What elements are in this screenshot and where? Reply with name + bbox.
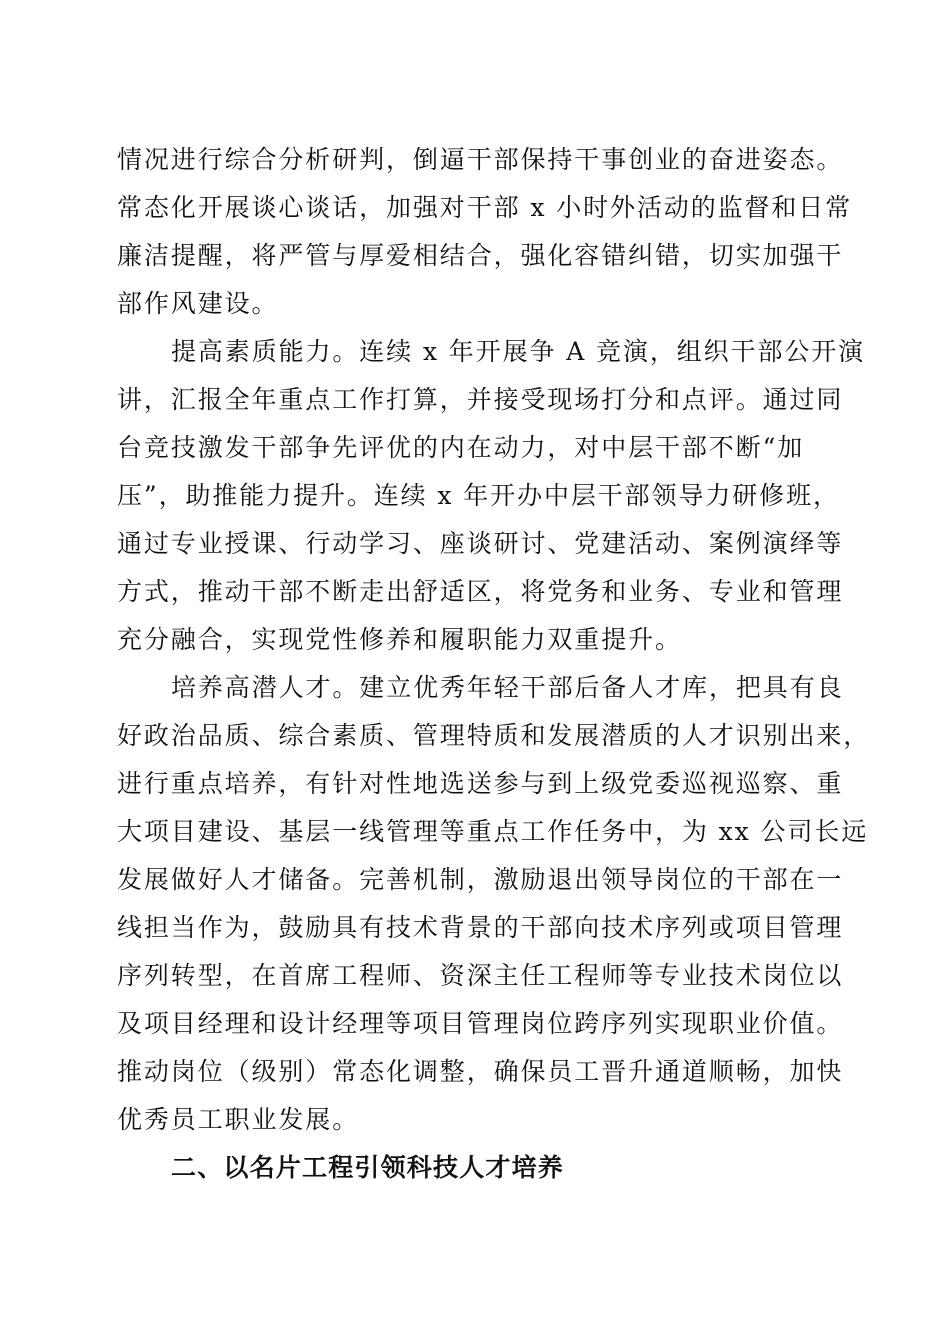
paragraph-line: 廉洁提醒，将严管与厚爱相结合，强化容错纠错，切实加强干	[117, 241, 844, 270]
document-body	[117, 136, 871, 1192]
paragraph-line: 优秀员工职业发展。	[117, 1105, 360, 1134]
paragraph-line: 进行重点培养，有针对性地选送参与到上级党委巡视巡察、重	[117, 769, 844, 798]
paragraph-line: 部作风建设。	[117, 289, 279, 318]
paragraph-line: 压”，助推能力提升。连续 x 年开办中层干部领导力研修班，	[117, 481, 840, 510]
section-heading: 二、以名片工程引领科技人才培养	[171, 1153, 565, 1182]
paragraph-line: 台竞技激发干部争先评优的内在动力，对中层干部不断“加	[117, 433, 805, 462]
paragraph-line: 好政治品质、综合素质、管理特质和发展潜质的人才识别出来，	[117, 721, 871, 750]
paragraph-line: 通过专业授课、行动学习、座谈研讨、党建活动、案例演绎等	[117, 529, 844, 558]
paragraph-line: 推动岗位（级别）常态化调整，确保员工晋升通道顺畅，加快	[117, 1057, 844, 1086]
paragraph-line: 发展做好人才储备。完善机制，激励退出领导岗位的干部在一	[117, 865, 844, 894]
paragraph-line: 充分融合，实现党性修养和履职能力双重提升。	[117, 625, 682, 654]
paragraph-line: 常态化开展谈心谈话，加强对干部 x 小时外活动的监督和日常	[117, 193, 853, 222]
paragraph-line: 提高素质能力。连续 x 年开展争 A 竞演，组织干部公开演	[171, 337, 866, 366]
paragraph-line: 序列转型，在首席工程师、资深主任工程师等专业技术岗位以	[117, 961, 844, 990]
paragraph-line: 讲，汇报全年重点工作打算，并接受现场打分和点评。通过同	[117, 385, 844, 414]
paragraph-line: 大项目建设、基层一线管理等重点工作任务中，为 xx 公司长远	[117, 817, 869, 846]
paragraph-line: 线担当作为，鼓励具有技术背景的干部向技术序列或项目管理	[117, 913, 844, 942]
paragraph-line: 情况进行综合分析研判，倒逼干部保持干事创业的奋进姿态。	[117, 145, 844, 174]
paragraph-line: 培养高潜人才。建立优秀年轻干部后备人才库，把具有良	[171, 673, 844, 702]
paragraph-line: 及项目经理和设计经理等项目管理岗位跨序列实现职业价值。	[117, 1009, 844, 1038]
paragraph-line: 方式，推动干部不断走出舒适区，将党务和业务、专业和管理	[117, 577, 844, 606]
